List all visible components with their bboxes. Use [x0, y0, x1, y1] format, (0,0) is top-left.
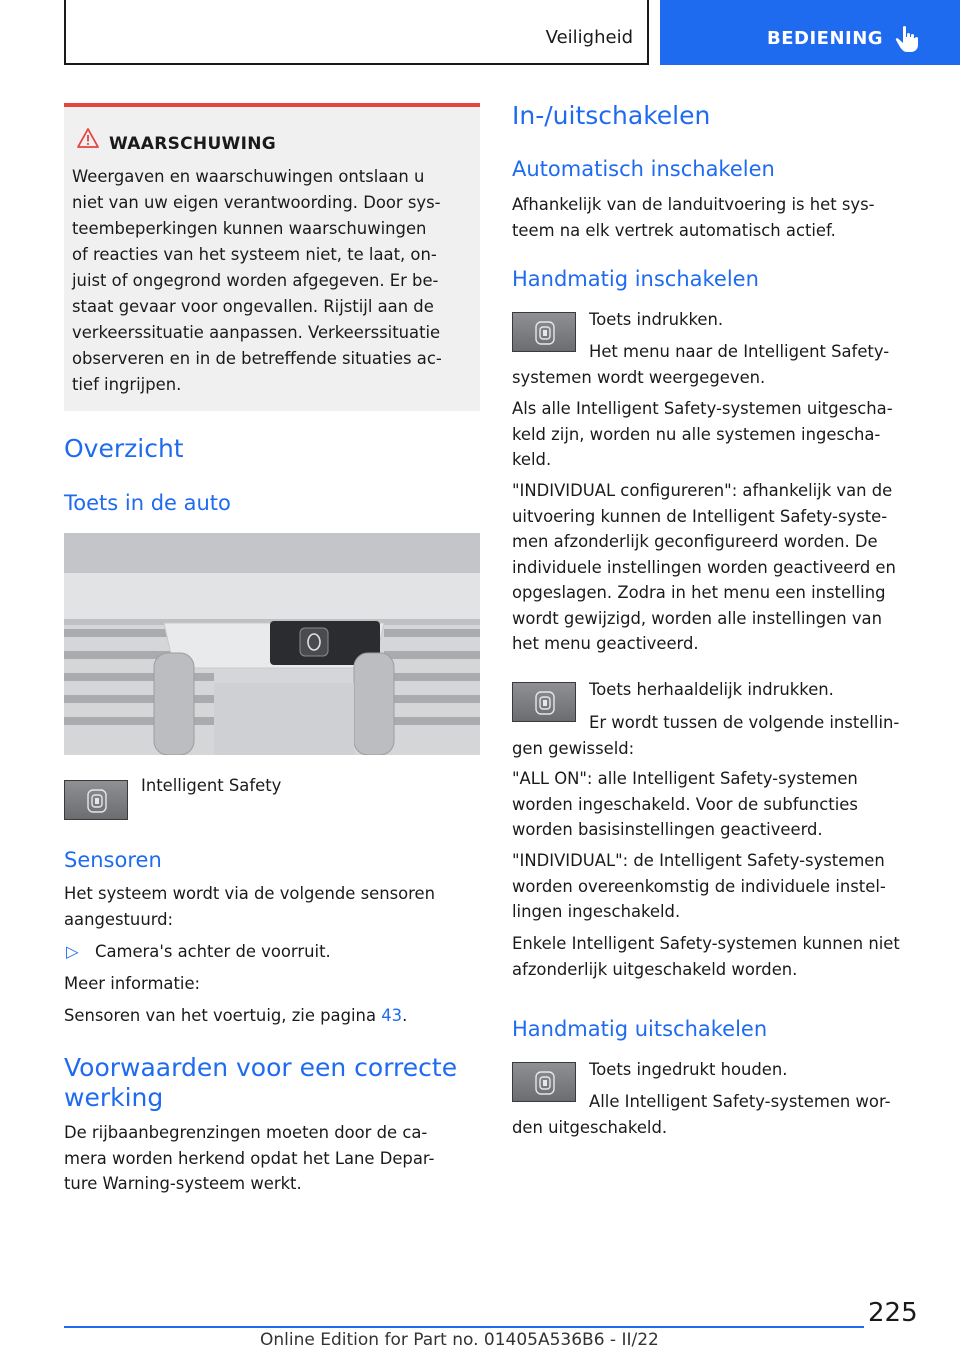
button-heading: Toets in de auto	[64, 491, 231, 515]
auto-on-heading: Automatisch inschakelen	[512, 157, 775, 181]
press-key-text: Toets indrukken.	[589, 310, 724, 329]
footer-edition: Online Edition for Part no. 01405A536B6 - II/22	[260, 1330, 659, 1350]
warning-triangle-icon	[77, 128, 99, 148]
header-chapter-label: BEDIENING	[767, 28, 884, 49]
dashboard-photo	[64, 533, 480, 755]
header-section-tab	[64, 0, 649, 65]
intelligent-safety-icon	[87, 789, 107, 813]
manual-off-heading: Handmatig uitschakelen	[512, 1017, 768, 1041]
hold-key-text: Toets ingedrukt houden.	[589, 1060, 788, 1079]
header-section-label: Veiligheid	[545, 27, 633, 48]
switch-text: Er wordt tussen de volgende instellin- gen gewisseld:	[512, 713, 900, 758]
all-off-text: Als alle Intelligent Safety-systemen uitgescha- keld zijn, worden nu alle systemen ingescha- keld.	[512, 399, 893, 469]
more-info-label: Meer informatie:	[64, 974, 201, 993]
individual-text: "INDIVIDUAL": de Intelligent Safety-systemen worden overeenkomstig de individuele instel- lingen ingeschakeld.	[512, 851, 886, 921]
warning-text: Weergaven en waarschuwingen ontslaan u niet van uw eigen verantwoording. Door sys- teembeperkingen kunnen waarschuwingen of reacties van het systeem niet, te laat, on- juist of ongegrond worden afgegeven. Er be- staat gevaar voor ongevallen. Rijstijl aan de verkeerssituatie aanpassen. Verkeerssituatie observeren en in de betreffende situaties ac- tief ingrijpen.	[72, 167, 442, 394]
footer-rule	[64, 1326, 864, 1328]
conditions-heading: Voorwaarden voor een correcte werking	[64, 1053, 458, 1112]
overview-heading: Overzicht	[64, 434, 184, 463]
header-chapter-tab	[660, 0, 960, 65]
sensors-text: Het systeem wordt via de volgende sensoren aangestuurd:	[64, 884, 436, 929]
bullet-item-text: Camera's achter de voorruit.	[95, 942, 331, 961]
menu-text: Het menu naar de Intelligent Safety- systemen wordt weergegeven.	[512, 342, 890, 387]
reference-line: Sensoren van het voertuig, zie pagina 43.	[64, 1006, 408, 1025]
page-number: 225	[868, 1298, 918, 1328]
manual-on-heading: Handmatig inschakelen	[512, 267, 759, 291]
press-repeat-text: Toets herhaaldelijk indrukken.	[589, 680, 834, 699]
some-systems-text: Enkele Intelligent Safety-systemen kunnen niet afzonderlijk uitgeschakeld worden.	[512, 934, 900, 979]
conditions-text: De rijbaanbegrenzingen moeten door de ca- mera worden herkend opdat het Lane Depar- ture Warning-systeem werkt.	[64, 1123, 435, 1193]
sensors-heading: Sensoren	[64, 848, 162, 872]
all-off-result-text: Alle Intelligent Safety-systemen wor- den uitgeschakeld.	[512, 1092, 891, 1137]
pointing-hand-icon	[894, 25, 920, 53]
bullet-marker: ▷	[66, 942, 79, 961]
warning-title: WAARSCHUWING	[109, 134, 277, 154]
intelligent-safety-button-image	[64, 780, 128, 820]
individual-config-text: "INDIVIDUAL configureren": afhankelijk van de uitvoering kunnen de Intelligent Safety-syste- men afzonderlijk geconfigureerd worden. De individuele instellingen worden geactiveerd en opgeslagen. Zodra in het menu een instelling wordt gewijzigd, worden alle instellingen van het menu geactiveerd.	[512, 481, 896, 653]
onoff-heading: In-/uitschakelen	[512, 101, 711, 130]
auto-on-text: Afhankelijk van de landuitvoering is het sys- teem na elk vertrek automatisch actief.	[512, 195, 875, 240]
button-caption: Intelligent Safety	[141, 776, 282, 795]
all-on-text: "ALL ON": alle Intelligent Safety-systemen worden ingeschakeld. Voor de subfuncties worden basisinstellingen geactiveerd.	[512, 769, 858, 839]
page-reference-link[interactable]: 43	[381, 1006, 403, 1025]
